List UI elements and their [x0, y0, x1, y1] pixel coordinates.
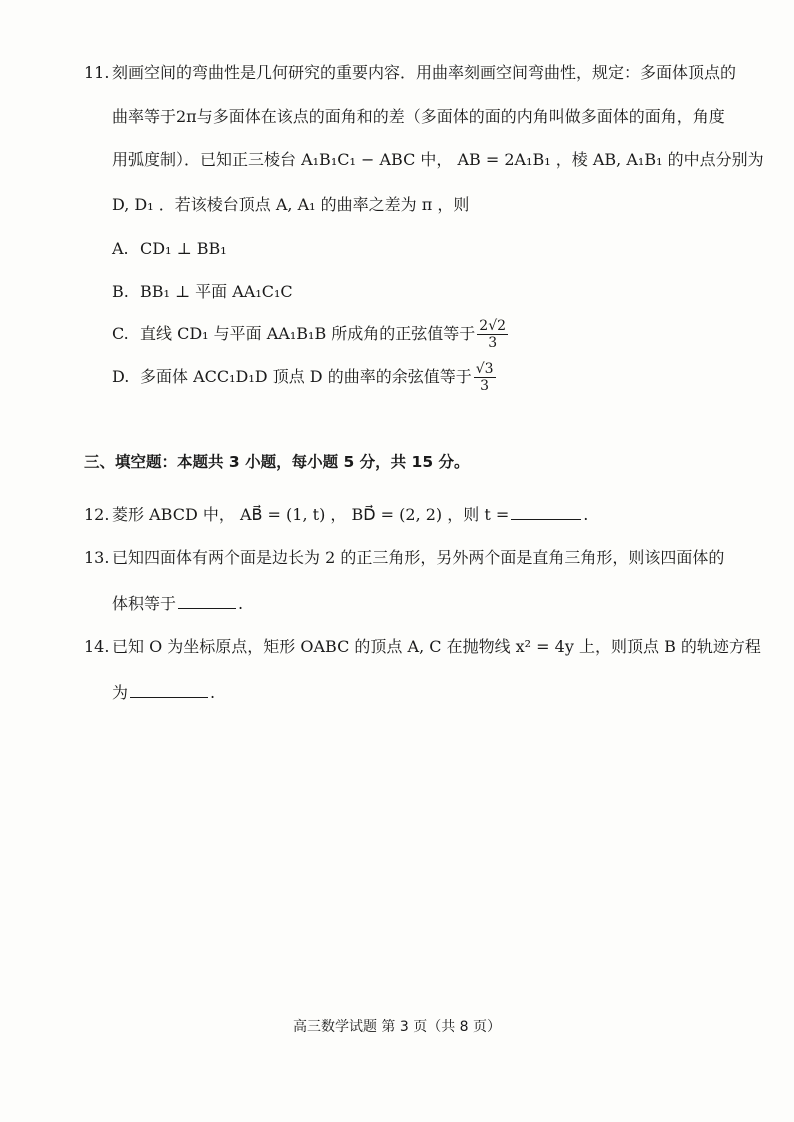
option-d-fraction	[474, 361, 496, 394]
q12-number: 12.	[84, 505, 110, 524]
q13-answer-blank[interactable]	[178, 592, 236, 609]
q12-answer-blank[interactable]	[511, 503, 581, 520]
q13-line-2	[112, 592, 243, 615]
option-c-denominator: 3	[488, 335, 498, 351]
q14-text-2: 为	[112, 683, 129, 702]
q14-line-2	[112, 681, 215, 704]
option-d-numerator: √3	[475, 361, 494, 377]
option-c-numerator: 2√2	[479, 318, 507, 334]
option-d-text: 多面体 ACC₁D₁D 顶点 D 的曲率的余弦值等于	[140, 367, 472, 386]
q11-option-a	[112, 238, 227, 260]
q11-line-1	[84, 62, 736, 84]
option-b-text: BB₁ ⊥ 平面 AA₁C₁C	[140, 282, 293, 301]
q11-option-d	[112, 361, 496, 394]
q14-end: .	[210, 683, 216, 702]
option-c-text: 直线 CD₁ 与平面 AA₁B₁B 所成角的正弦值等于	[140, 324, 476, 343]
q11-option-b	[112, 281, 293, 303]
q12-end: .	[583, 505, 589, 524]
option-d-label: D.	[112, 367, 130, 386]
option-b-label: B.	[112, 282, 129, 301]
option-a-text: CD₁ ⊥ BB₁	[140, 239, 227, 258]
page-footer: 高三数学试题 第 3 页（共 8 页）	[292, 1019, 502, 1035]
q14-text-1: 已知 O 为坐标原点，矩形 OABC 的顶点 A, C 在抛物线 x² = 4y 上，则顶点 B 的轨迹方程	[112, 637, 761, 656]
q13-line-1	[84, 547, 724, 569]
q11-line-3: 用弧度制）．已知正三棱台 A₁B₁C₁ − ABC 中， AB = 2A₁B₁ ，棱 AB, A₁B₁ 的中点分别为	[112, 150, 764, 169]
option-d-denominator: 3	[480, 378, 490, 394]
q14-number: 14.	[84, 637, 110, 656]
option-c-label: C.	[112, 324, 129, 343]
q12-line	[84, 503, 588, 526]
option-a-label: A.	[112, 239, 129, 258]
q13-end: .	[238, 594, 244, 613]
q11-number: 11.	[84, 63, 110, 82]
q14-line-1	[84, 636, 761, 658]
q11-line-4: D, D₁ ．若该棱台顶点 A, A₁ 的曲率之差为 π ，则	[112, 195, 470, 214]
q13-text-1: 已知四面体有两个面是边长为 2 的正三角形，另外两个面是直角三角形，则该四面体的	[112, 548, 725, 567]
section-3-title: 三、填空题：本题共 3 小题，每小题 5 分，共 15 分。	[84, 453, 470, 471]
q11-text-1: 刻画空间的弯曲性是几何研究的重要内容．用曲率刻画空间弯曲性，规定：多面体顶点的	[112, 63, 737, 82]
q13-text-2: 体积等于	[112, 594, 177, 613]
q13-number: 13.	[84, 548, 110, 567]
q14-answer-blank[interactable]	[130, 681, 208, 698]
option-c-fraction	[477, 318, 508, 351]
q12-text: 菱形 ABCD 中， AB⃗ = (1, t) ， BD⃗ = (2, 2) ，则 t =	[112, 505, 510, 524]
q11-line-2: 曲率等于2π与多面体在该点的面角和的差（多面体的面的内角叫做多面体的面角，角度	[112, 107, 725, 126]
q11-option-c	[112, 318, 508, 351]
